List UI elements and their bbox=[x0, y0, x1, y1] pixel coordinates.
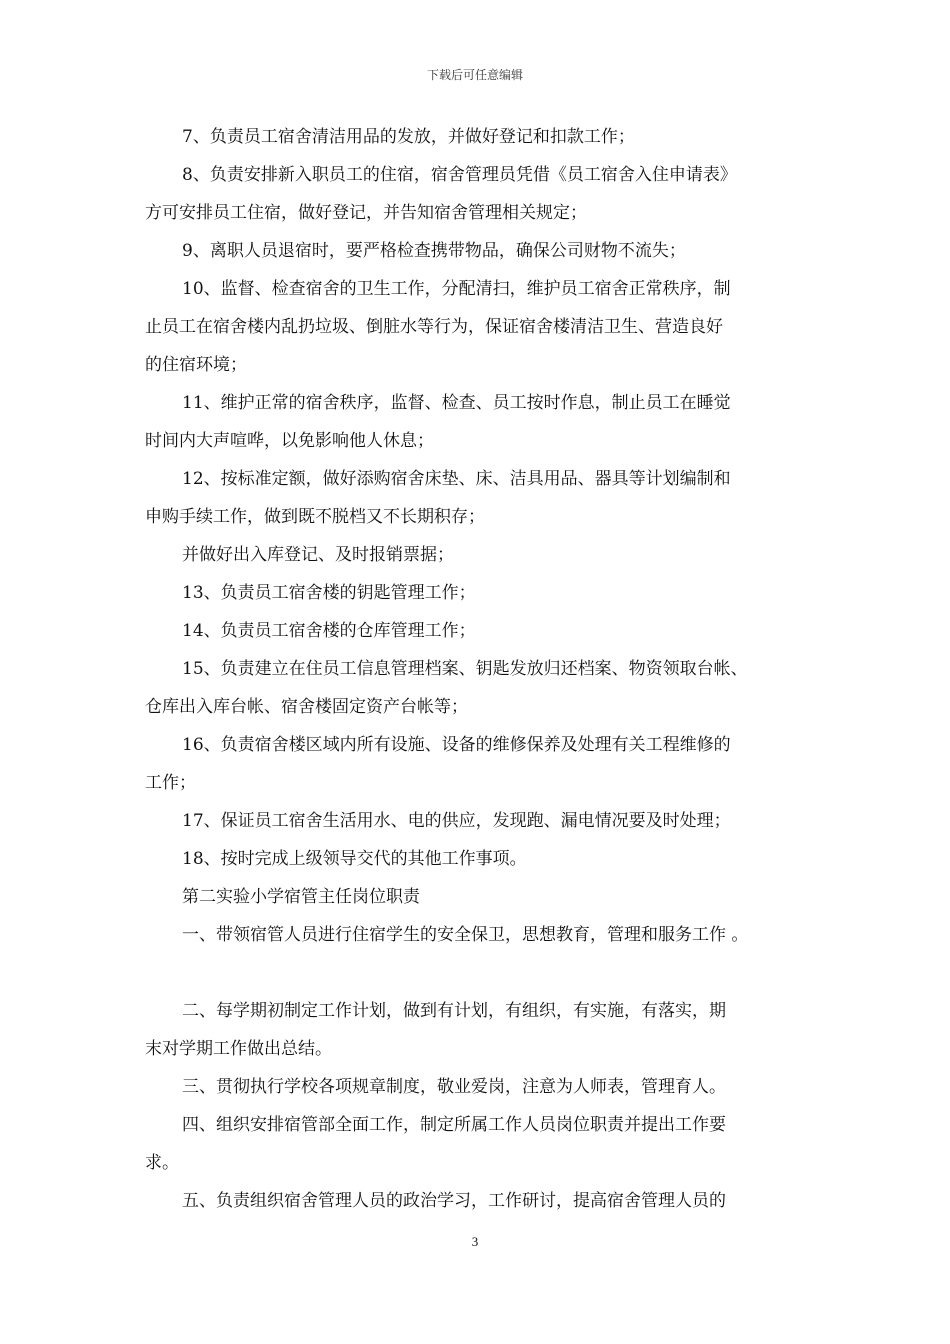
text-line: 17、保证员工宿舍生活用水、电的供应，发现跑、漏电情况要及时处理； bbox=[182, 811, 731, 831]
paragraph-gap bbox=[145, 954, 815, 992]
text-line: 时间内大声喧哗，以免影响他人休息； bbox=[145, 431, 434, 451]
text-line: 14、负责员工宿舍楼的仓库管理工作； bbox=[182, 621, 476, 641]
text-line: 12、按标准定额，做好添购宿舍床垫、床、洁具用品、器具等计划编制和 bbox=[182, 469, 731, 489]
document-body bbox=[145, 118, 815, 1220]
text-line: 并做好出入库登记、及时报销票据； bbox=[182, 545, 454, 565]
text-line: 18、按时完成上级领导交代的其他工作事项。 bbox=[182, 849, 527, 869]
text-line: 15、负责建立在住员工信息管理档案、钥匙发放归还档案、物资领取台帐、 bbox=[182, 659, 748, 679]
text-line: 11、维护正常的宿舍秩序，监督、检查、员工按时作息，制止员工在睡觉 bbox=[182, 393, 731, 413]
text-line: 一、带领宿管人员进行住宿学生的安全保卫，思想教育，管理和服务工作 。 bbox=[182, 925, 749, 945]
text-line: 8、负责安排新入职员工的住宿，宿舍管理员凭借《员工宿舍入住申请表》 bbox=[182, 165, 737, 185]
page-header-note: 下载后可任意编辑 bbox=[426, 68, 523, 82]
text-line: 的住宿环境； bbox=[145, 355, 247, 375]
text-line: 13、负责员工宿舍楼的钥匙管理工作； bbox=[182, 583, 476, 603]
text-line: 7、负责员工宿舍清洁用品的发放，并做好登记和扣款工作； bbox=[182, 127, 635, 147]
text-line: 工作； bbox=[145, 773, 196, 793]
text-line: 求。 bbox=[145, 1153, 179, 1173]
text-line: 四、组织安排宿管部全面工作，制定所属工作人员岗位职责并提出工作要 bbox=[182, 1115, 726, 1135]
section-title: 第二实验小学宿管主任岗位职责 bbox=[182, 887, 420, 907]
text-line: 仓库出入库台帐、宿舍楼固定资产台帐等； bbox=[145, 697, 468, 717]
text-line: 申购手续工作，做到既不脱档又不长期积存； bbox=[145, 507, 485, 527]
text-line: 末对学期工作做出总结。 bbox=[145, 1039, 332, 1059]
text-line: 止员工在宿舍楼内乱扔垃圾、倒脏水等行为，保证宿舍楼清洁卫生、营造良好 bbox=[145, 317, 723, 337]
text-line: 9、离职人员退宿时，要严格检查携带物品，确保公司财物不流失； bbox=[182, 241, 686, 261]
text-line: 五、负责组织宿舍管理人员的政治学习，工作研讨，提高宿舍管理人员的 bbox=[182, 1191, 726, 1211]
page-number: 3 bbox=[471, 1234, 479, 1249]
text-line: 二、每学期初制定工作计划，做到有计划，有组织，有实施，有落实，期 bbox=[182, 1001, 726, 1021]
text-line: 10、监督、检查宿舍的卫生工作，分配清扫，维护员工宿舍正常秩序，制 bbox=[182, 279, 731, 299]
text-line: 方可安排员工住宿，做好登记，并告知宿舍管理相关规定； bbox=[145, 203, 587, 223]
text-line: 16、负责宿舍楼区域内所有设施、设备的维修保养及处理有关工程维修的 bbox=[182, 735, 731, 755]
text-line: 三、贯彻执行学校各项规章制度，敬业爱岗，注意为人师表，管理育人。 bbox=[182, 1077, 726, 1097]
